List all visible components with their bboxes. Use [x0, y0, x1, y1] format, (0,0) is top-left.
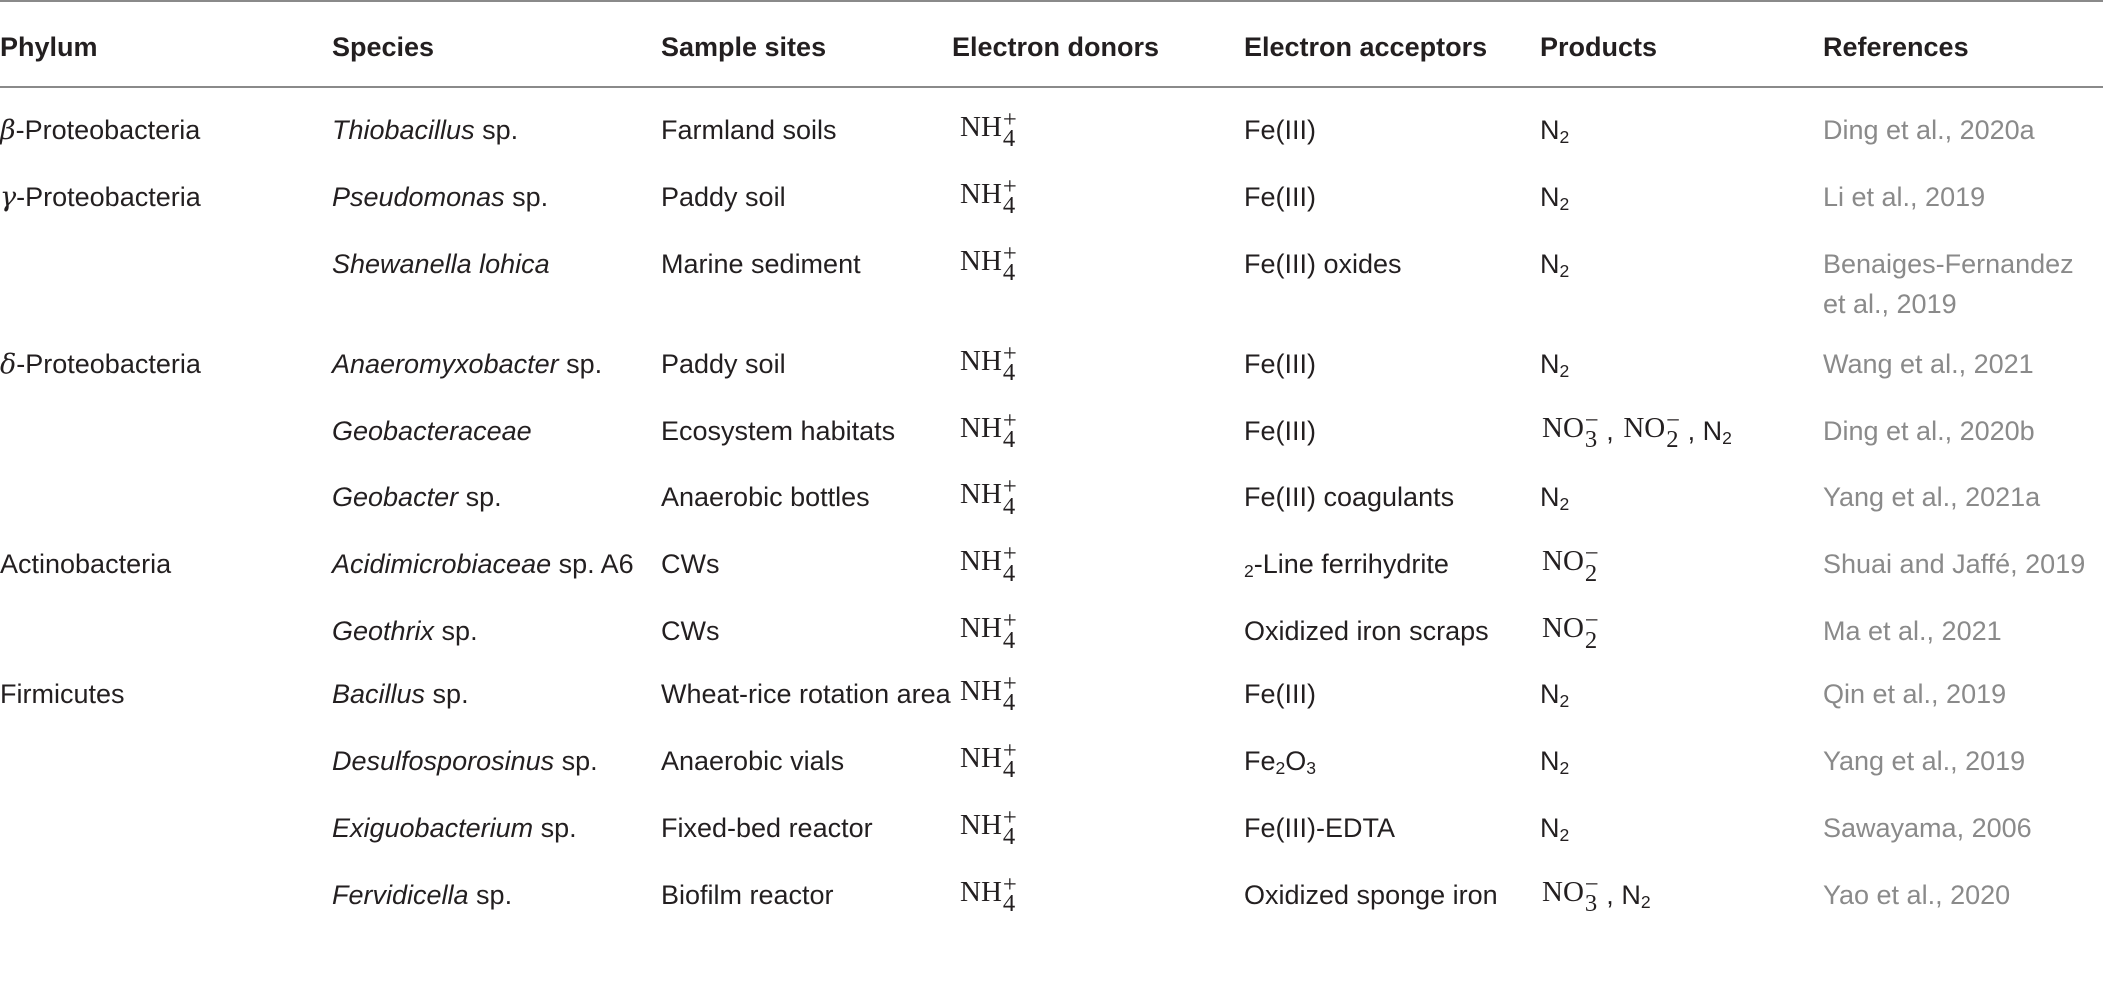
phylum-cell: Actinobacteria [0, 549, 172, 580]
species-cell: Desulfosporosinus sp. [332, 745, 598, 776]
phylum-cell: γ-Proteobacteria [0, 181, 201, 213]
electron-acceptor-cell [1244, 238, 1540, 338]
sample-site-cell: CWs [661, 616, 720, 647]
chemical-formula: NH + 4 [960, 106, 1017, 153]
column-header: Sample sites [661, 1, 952, 87]
chemical-formula: NH + 4 [960, 540, 1017, 587]
chemical-formula: NH + 4 [960, 473, 1017, 520]
column-header: Species [332, 1, 661, 87]
sample-site-cell: Wheat-rice rotation area [661, 679, 951, 709]
electron-acceptor-cell [1244, 471, 1540, 538]
electron-acceptor-cell [1244, 405, 1540, 472]
formula-text: Fe(III) [1244, 348, 1316, 379]
formula-text: Oxidized sponge iron [1244, 879, 1498, 910]
products-cell [1540, 238, 1823, 338]
electron-acceptor-cell [1244, 735, 1540, 802]
formula-text: N2 [1540, 812, 1570, 845]
formula-text: Fe(III)-EDTA [1244, 812, 1395, 843]
phylum-cell [0, 405, 332, 472]
phylum-cell: δ-Proteobacteria [0, 348, 201, 380]
reference-link[interactable]: Ding et al., 2020b [1823, 415, 2035, 446]
column-header: References [1823, 1, 2103, 87]
column-header: Products [1540, 1, 1823, 87]
electron-acceptor-cell [1244, 869, 1540, 936]
products-cell [1540, 471, 1823, 538]
species-name: Acidimicrobiaceae [332, 549, 552, 580]
electron-donor-cell [952, 538, 1244, 605]
reference-link[interactable]: Benaiges-Fernandez et al., 2019 [1823, 248, 2074, 319]
species-cell: Exiguobacterium sp. [332, 812, 577, 843]
formula-text: N2 [1540, 679, 1570, 711]
sample-site-cell: Biofilm reactor [661, 879, 834, 910]
phylum-cell: Firmicutes [0, 679, 125, 709]
reference-link[interactable]: Qin et al., 2019 [1823, 679, 2007, 709]
products-cell [1540, 668, 1823, 735]
species-cell [332, 405, 661, 472]
table-row [0, 538, 2103, 605]
formula-text: Fe(III) [1244, 181, 1316, 212]
phylum-cell [0, 869, 332, 936]
products-cell [1540, 87, 1823, 171]
electron-donor-cell [952, 605, 1244, 668]
sample-site-cell: Paddy soil [661, 348, 786, 379]
phylum-cell [0, 605, 332, 668]
reference-link[interactable]: Wang et al., 2021 [1823, 348, 2034, 379]
formula-text: Fe(III) coagulants [1244, 482, 1455, 513]
products-cell [1540, 538, 1823, 605]
table-row [0, 405, 2103, 472]
formula-text: Fe(III) [1244, 115, 1316, 145]
reference-link[interactable]: Yao et al., 2020 [1823, 879, 2011, 910]
table-row [0, 471, 2103, 538]
greek-prefix: β [0, 115, 16, 146]
electron-acceptor-cell [1244, 538, 1540, 605]
formula-text: Fe(III) oxides [1244, 248, 1402, 279]
electron-donor-cell [952, 471, 1244, 538]
column-header: Electron donors [952, 1, 1244, 87]
sample-site-cell: Anaerobic vials [661, 745, 845, 776]
chemical-formula: NH + 4 [960, 339, 1017, 387]
species-cell: Thiobacillus sp. [332, 115, 519, 145]
table-row [0, 87, 2103, 171]
species-cell: Anaeromyxobacter sp. [332, 348, 603, 379]
chemical-formula: NH + 4 [960, 670, 1017, 717]
species-cell: Fervidicella sp. [332, 879, 513, 910]
electron-donor-cell [952, 735, 1244, 802]
formula-text: Oxidized iron scraps [1244, 616, 1489, 647]
electron-donor-cell [952, 668, 1244, 735]
electron-donor-cell [952, 869, 1244, 936]
table-row [0, 802, 2103, 869]
formula-text: Fe(III) [1244, 415, 1316, 446]
chemical-formula: NH + 4 [960, 239, 1017, 287]
greek-prefix: δ [0, 348, 17, 380]
sample-site-cell: Paddy soil [661, 181, 786, 212]
reference-link[interactable]: Yang et al., 2021a [1823, 482, 2041, 513]
chemical-formula: NO − 2 [1542, 607, 1599, 654]
species-name: Fervidicella [332, 879, 469, 910]
table-row [0, 605, 2103, 668]
electron-acceptor-cell [1244, 668, 1540, 735]
products-cell [1540, 735, 1823, 802]
reference-link[interactable]: Yang et al., 2019 [1823, 745, 2026, 776]
electron-donor-cell [952, 802, 1244, 869]
column-header: Electron acceptors [1244, 1, 1540, 87]
formula-text: N2 [1621, 879, 1651, 912]
electron-acceptor-cell [1244, 171, 1540, 238]
species-name: Pseudomonas [332, 181, 505, 212]
species-cell: Geobacter sp. [332, 482, 502, 513]
products-cell [1540, 802, 1823, 869]
species-cell [332, 238, 661, 338]
species-cell: Bacillus sp. [332, 679, 469, 709]
reference-link[interactable]: Li et al., 2019 [1823, 181, 1986, 212]
table-row [0, 338, 2103, 405]
chemical-formula: NH + 4 [960, 607, 1017, 654]
formula-text: Fe(III) [1244, 679, 1316, 709]
phylum-cell: β-Proteobacteria [0, 115, 201, 146]
sample-site-cell: Farmland soils [661, 115, 837, 145]
electron-acceptor-cell [1244, 802, 1540, 869]
species-name: Exiguobacterium [332, 812, 534, 843]
species-name: Geothrix [332, 616, 435, 647]
products-cell [1540, 338, 1823, 405]
electron-donor-cell [952, 338, 1244, 405]
species-cell: Acidimicrobiaceae sp. A6 [332, 549, 634, 580]
table-row [0, 238, 2103, 338]
formula-text: N2 [1540, 348, 1570, 381]
table-row [0, 869, 2103, 936]
greek-prefix: γ [0, 181, 17, 213]
chemical-formula: NO − 2 [1542, 540, 1599, 587]
phylum-cell [0, 735, 332, 802]
species-cell: Geothrix sp. [332, 616, 478, 647]
formula-text: N2 [1702, 415, 1732, 448]
chemical-formula: NH + 4 [960, 406, 1017, 453]
electron-acceptor-cell [1244, 87, 1540, 171]
chemical-formula: NH + 4 [960, 172, 1017, 220]
formula-text: N2 [1540, 482, 1570, 515]
chemical-formula: NH + 4 [960, 736, 1017, 784]
electron-donor-cell [952, 405, 1244, 472]
products-cell [1540, 171, 1823, 238]
formula-text: 2-Line ferrihydrite [1244, 549, 1449, 582]
formula-text: N2 [1540, 181, 1570, 214]
species-name: Geobacteraceae [332, 415, 532, 446]
reference-link[interactable]: Ma et al., 2021 [1823, 616, 2002, 647]
table-row [0, 171, 2103, 238]
electron-donor-cell [952, 87, 1244, 171]
species-name: Shewanella lohica [332, 248, 550, 279]
reference-link[interactable]: Ding et al., 2020a [1823, 115, 2035, 145]
formula-text: Fe2O3 [1244, 745, 1317, 778]
sample-site-cell: Marine sediment [661, 248, 861, 279]
electron-acceptor-cell [1244, 605, 1540, 668]
table-row [0, 668, 2103, 735]
products-cell: NO − 3 , N2 [1542, 870, 1651, 917]
column-header: Phylum [0, 1, 332, 87]
species-name: Anaeromyxobacter [332, 348, 559, 379]
reference-link[interactable]: Shuai and Jaffé, 2019 [1823, 549, 2086, 580]
electron-donor-cell [952, 171, 1244, 238]
species-name: Geobacter [332, 482, 459, 513]
sample-site-cell: Ecosystem habitats [661, 415, 896, 446]
electron-acceptor-cell [1244, 338, 1540, 405]
chemical-formula: NO − 2 [1623, 406, 1681, 453]
electron-donor-cell [952, 238, 1244, 338]
sample-site-cell: CWs [661, 549, 720, 580]
header-row [0, 1, 2103, 87]
species-name: Bacillus [332, 679, 426, 709]
chemical-formula: NO − 3 [1542, 870, 1599, 917]
table-row [0, 735, 2103, 802]
products-cell: NO − 3 , NO − 2 , N2 [1542, 406, 1732, 453]
formula-text: N2 [1540, 115, 1570, 147]
species-cell: Pseudomonas sp. [332, 181, 549, 212]
chemical-formula: NO − 3 [1542, 406, 1599, 453]
table-body [0, 87, 2103, 935]
phylum-cell [0, 238, 332, 338]
chemical-formula: NH + 4 [960, 870, 1017, 917]
species-name: Thiobacillus [332, 115, 475, 145]
sample-site-cell: Anaerobic bottles [661, 482, 870, 513]
formula-text: N2 [1540, 248, 1570, 281]
products-cell [1540, 605, 1823, 668]
phylum-cell [0, 471, 332, 538]
sample-site-cell: Fixed-bed reactor [661, 812, 873, 843]
species-name: Desulfosporosinus [332, 745, 555, 776]
table-header [0, 1, 2103, 87]
chemical-formula: NH + 4 [960, 803, 1017, 851]
phylum-cell [0, 802, 332, 869]
formula-text: N2 [1540, 745, 1570, 778]
reference-link[interactable]: Sawayama, 2006 [1823, 812, 2032, 843]
